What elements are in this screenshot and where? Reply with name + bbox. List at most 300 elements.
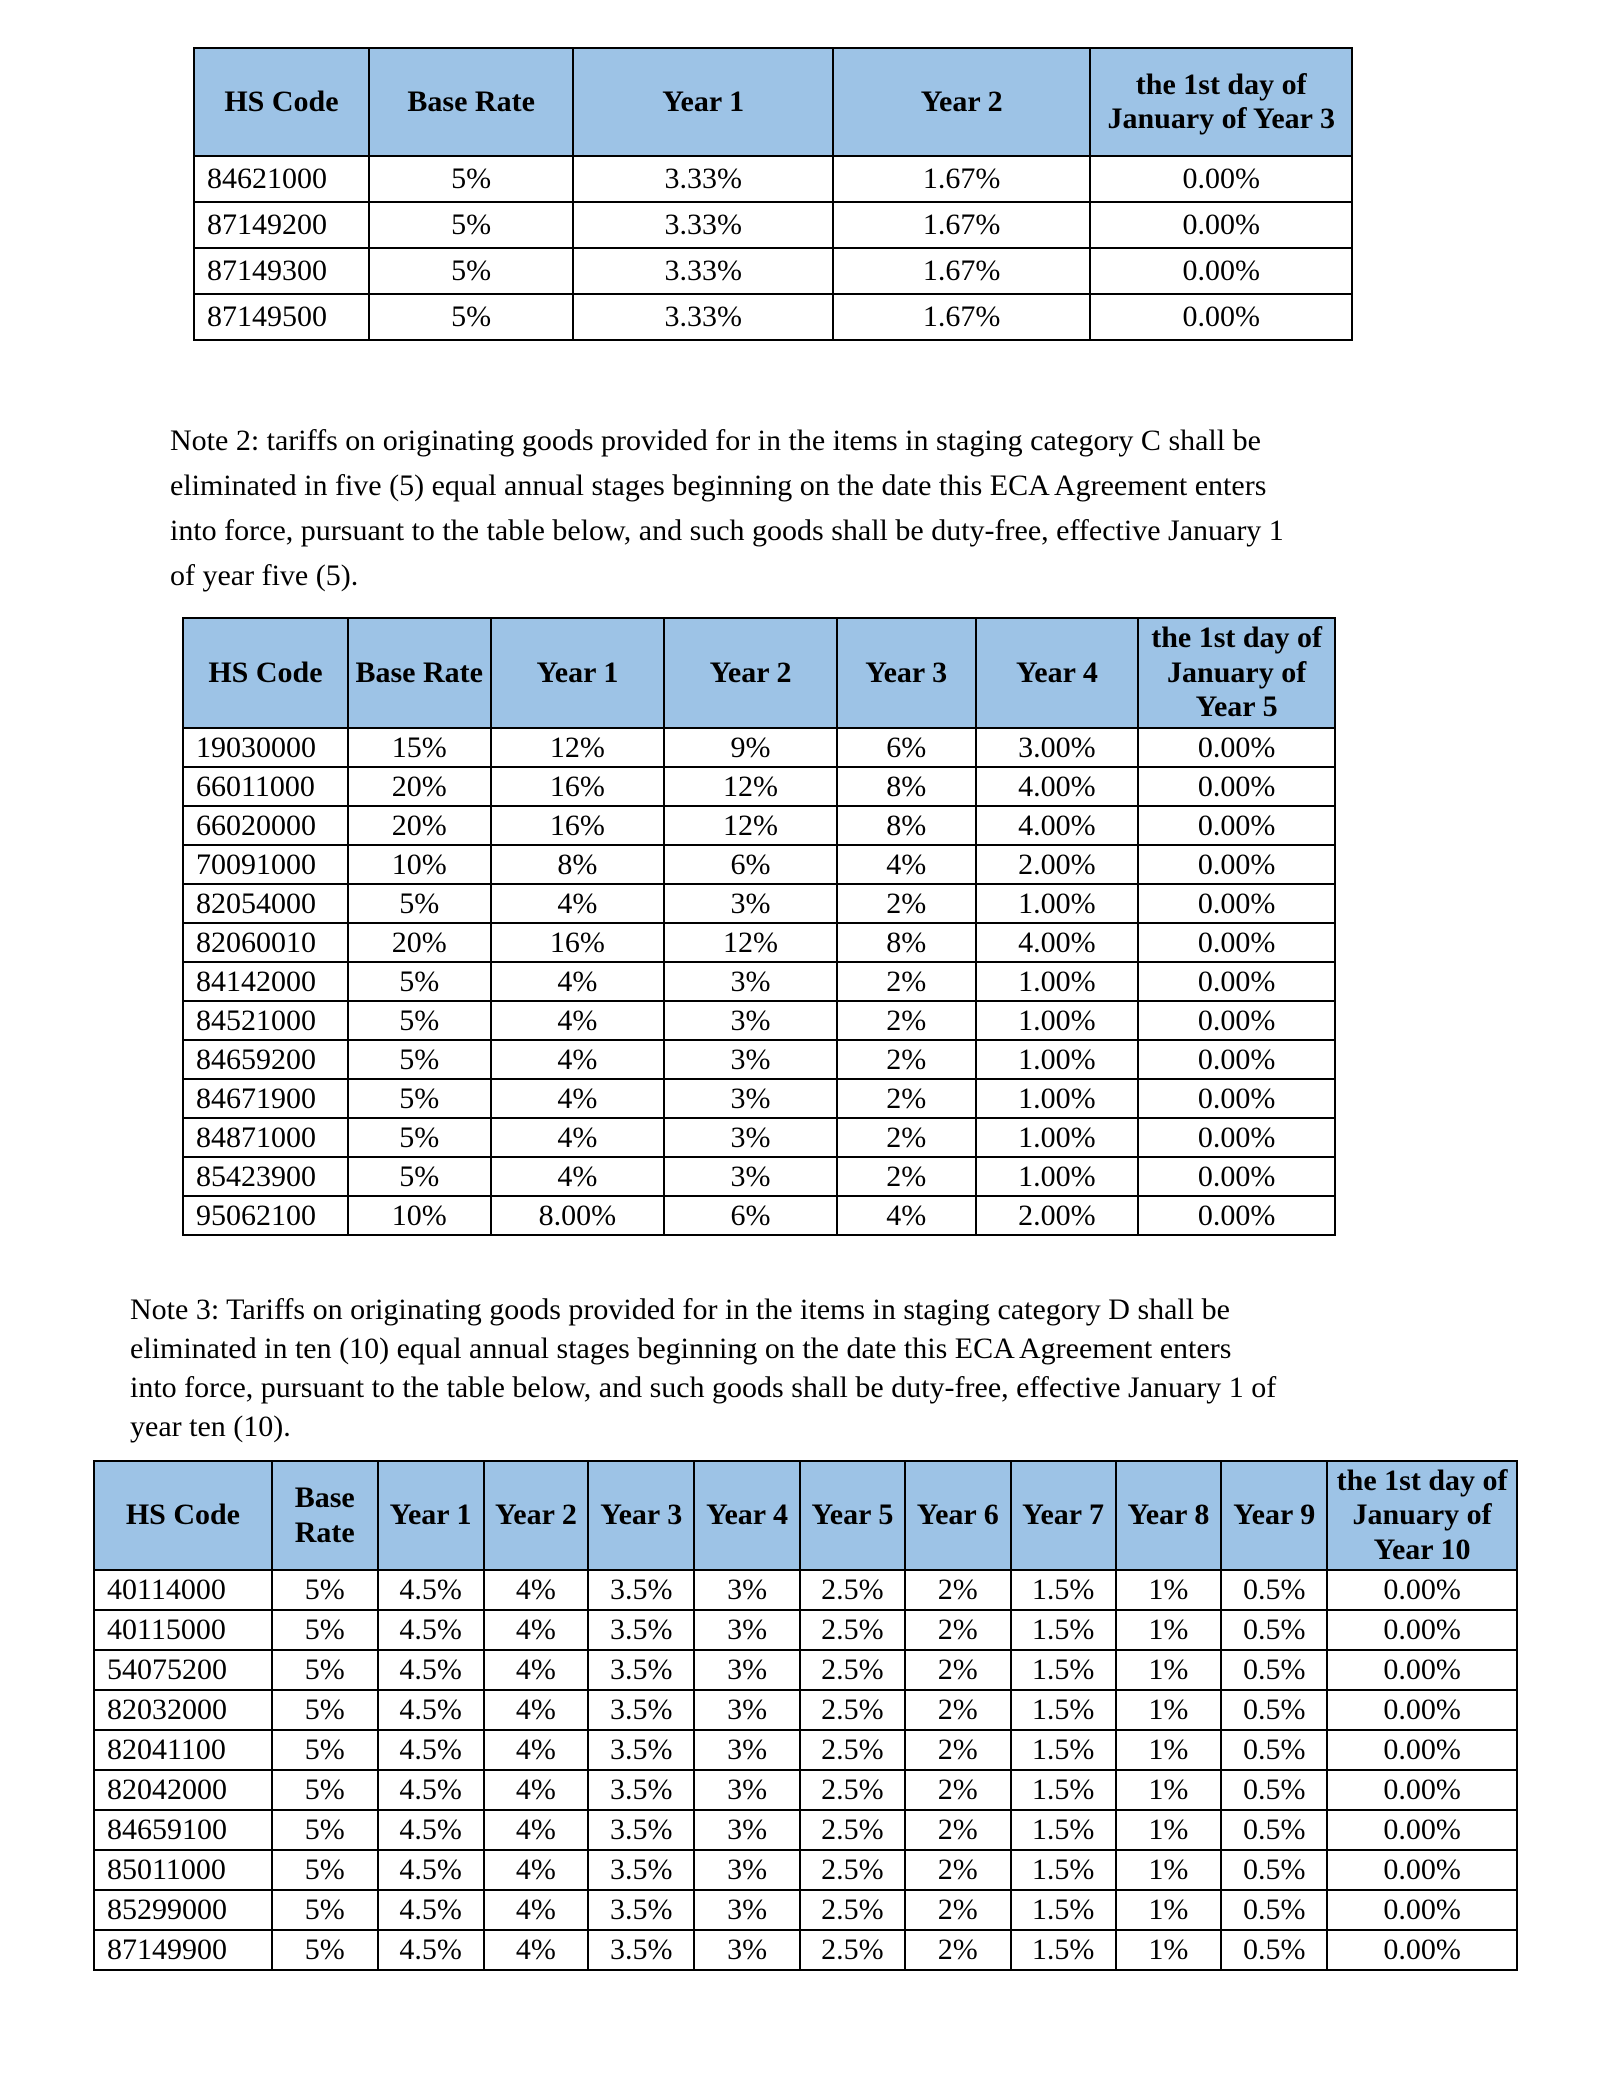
rate-cell: 1.00% <box>976 1040 1139 1079</box>
rate-cell: 0.00% <box>1090 248 1352 294</box>
note-line: Note 3: Tariffs on originating goods provided for in the items in staging category D shall be <box>130 1293 1230 1326</box>
rate-cell: 2% <box>905 1650 1011 1690</box>
hs-code-cell: 95062100 <box>183 1196 348 1235</box>
rate-cell: 5% <box>369 294 574 340</box>
rate-cell: 8% <box>837 806 976 845</box>
rate-cell: 0.00% <box>1327 1650 1517 1690</box>
rate-cell: 20% <box>348 767 491 806</box>
rate-cell: 12% <box>491 728 665 767</box>
table-row <box>183 1040 1335 1079</box>
rate-cell: 0.5% <box>1221 1730 1327 1770</box>
note-3-paragraph <box>130 1290 1460 1446</box>
rate-cell: 1% <box>1116 1570 1222 1610</box>
rate-cell: 1.5% <box>1011 1770 1116 1810</box>
rate-cell: 2% <box>905 1810 1011 1850</box>
rate-cell: 3.33% <box>573 156 832 202</box>
column-header: Year 6 <box>905 1461 1011 1570</box>
rate-cell: 3% <box>664 1118 837 1157</box>
rate-cell: 3% <box>664 884 837 923</box>
rate-cell: 4% <box>491 1040 665 1079</box>
rate-cell: 8% <box>837 923 976 962</box>
table-row <box>94 1770 1517 1810</box>
rate-cell: 5% <box>348 1157 491 1196</box>
rate-cell: 3% <box>664 1079 837 1118</box>
hs-code-cell: 40114000 <box>94 1570 272 1610</box>
rate-cell: 0.5% <box>1221 1770 1327 1810</box>
table-row <box>183 923 1335 962</box>
rate-cell: 4% <box>484 1650 589 1690</box>
rate-cell: 3.33% <box>573 202 832 248</box>
rate-cell: 5% <box>272 1810 378 1850</box>
rate-cell: 0.00% <box>1138 884 1335 923</box>
table-header-row <box>183 618 1335 728</box>
rate-cell: 5% <box>272 1570 378 1610</box>
rate-cell: 6% <box>664 1196 837 1235</box>
rate-cell: 1.00% <box>976 1001 1139 1040</box>
table-row <box>183 884 1335 923</box>
table-header <box>94 1461 1517 1570</box>
rate-cell: 1.67% <box>833 202 1090 248</box>
hs-code-cell: 66020000 <box>183 806 348 845</box>
table-body <box>94 1570 1517 1970</box>
rate-cell: 2% <box>837 962 976 1001</box>
table-header <box>183 618 1335 728</box>
hs-code-cell: 82032000 <box>94 1690 272 1730</box>
column-header: Year 7 <box>1011 1461 1116 1570</box>
tariff-table-staging-b <box>193 47 1353 341</box>
rate-cell: 1% <box>1116 1650 1222 1690</box>
table-row <box>183 728 1335 767</box>
rate-cell: 5% <box>272 1930 378 1970</box>
hs-code-cell: 87149500 <box>194 294 369 340</box>
rate-cell: 4.5% <box>378 1810 484 1850</box>
rate-cell: 5% <box>348 1079 491 1118</box>
rate-cell: 2.5% <box>800 1930 905 1970</box>
table-row <box>183 767 1335 806</box>
rate-cell: 2% <box>905 1610 1011 1650</box>
rate-cell: 0.5% <box>1221 1570 1327 1610</box>
rate-cell: 3.33% <box>573 294 832 340</box>
rate-cell: 2.5% <box>800 1890 905 1930</box>
rate-cell: 12% <box>664 806 837 845</box>
rate-cell: 4% <box>491 1001 665 1040</box>
rate-cell: 3% <box>694 1690 800 1730</box>
rate-cell: 3.00% <box>976 728 1139 767</box>
rate-cell: 2% <box>837 884 976 923</box>
hs-code-cell: 85423900 <box>183 1157 348 1196</box>
rate-cell: 0.00% <box>1138 845 1335 884</box>
rate-cell: 2.5% <box>800 1690 905 1730</box>
rate-cell: 4.5% <box>378 1730 484 1770</box>
rate-cell: 3.5% <box>588 1730 694 1770</box>
rate-cell: 1% <box>1116 1730 1222 1770</box>
rate-cell: 1% <box>1116 1930 1222 1970</box>
rate-cell: 16% <box>491 806 665 845</box>
note-line: into force, pursuant to the table below, and such goods shall be duty-free, effective January 1 <box>170 514 1284 547</box>
rate-cell: 3.5% <box>588 1810 694 1850</box>
table-row <box>94 1850 1517 1890</box>
rate-cell: 2% <box>905 1690 1011 1730</box>
note-line: year ten (10). <box>130 1410 291 1443</box>
rate-cell: 4% <box>484 1770 589 1810</box>
rate-cell: 3% <box>694 1810 800 1850</box>
note-line: into force, pursuant to the table below, and such goods shall be duty-free, effective January 1 of <box>130 1371 1277 1404</box>
rate-cell: 0.00% <box>1327 1850 1517 1890</box>
rate-cell: 16% <box>491 923 665 962</box>
rate-cell: 4.5% <box>378 1930 484 1970</box>
rate-cell: 1.00% <box>976 1079 1139 1118</box>
rate-cell: 2% <box>905 1930 1011 1970</box>
table-row <box>94 1810 1517 1850</box>
rate-cell: 3.5% <box>588 1610 694 1650</box>
rate-cell: 4.00% <box>976 923 1139 962</box>
rate-cell: 20% <box>348 923 491 962</box>
table-row <box>94 1650 1517 1690</box>
rate-cell: 2.5% <box>800 1570 905 1610</box>
rate-cell: 2.5% <box>800 1650 905 1690</box>
table-row <box>94 1570 1517 1610</box>
rate-cell: 2.00% <box>976 1196 1139 1235</box>
rate-cell: 2% <box>905 1890 1011 1930</box>
table-row <box>183 845 1335 884</box>
column-header: Year 4 <box>694 1461 800 1570</box>
rate-cell: 0.00% <box>1090 294 1352 340</box>
rate-cell: 5% <box>369 156 574 202</box>
rate-cell: 6% <box>664 845 837 884</box>
rate-cell: 2.5% <box>800 1850 905 1890</box>
rate-cell: 0.00% <box>1138 806 1335 845</box>
rate-cell: 0.00% <box>1138 1040 1335 1079</box>
rate-cell: 5% <box>272 1770 378 1810</box>
hs-code-cell: 66011000 <box>183 767 348 806</box>
table-row <box>194 248 1352 294</box>
rate-cell: 0.00% <box>1327 1610 1517 1650</box>
rate-cell: 3.5% <box>588 1850 694 1890</box>
rate-cell: 4% <box>491 1118 665 1157</box>
tariff-table-staging-c <box>182 617 1336 1236</box>
rate-cell: 0.5% <box>1221 1650 1327 1690</box>
rate-cell: 2% <box>905 1730 1011 1770</box>
table-row <box>194 202 1352 248</box>
note-line: Note 2: tariffs on originating goods provided for in the items in staging category C shall be <box>170 424 1261 457</box>
rate-cell: 4.00% <box>976 806 1139 845</box>
rate-cell: 3% <box>694 1650 800 1690</box>
rate-cell: 0.00% <box>1327 1770 1517 1810</box>
rate-cell: 0.00% <box>1138 1001 1335 1040</box>
table-body <box>183 728 1335 1235</box>
rate-cell: 15% <box>348 728 491 767</box>
rate-cell: 2% <box>837 1079 976 1118</box>
rate-cell: 4% <box>837 845 976 884</box>
table-row <box>183 1079 1335 1118</box>
rate-cell: 0.00% <box>1138 923 1335 962</box>
column-header: Year 5 <box>800 1461 905 1570</box>
rate-cell: 8% <box>837 767 976 806</box>
rate-cell: 5% <box>272 1850 378 1890</box>
rate-cell: 0.5% <box>1221 1610 1327 1650</box>
rate-cell: 3% <box>664 1157 837 1196</box>
rate-cell: 5% <box>348 1040 491 1079</box>
table-row <box>183 1196 1335 1235</box>
rate-cell: 4.00% <box>976 767 1139 806</box>
rate-cell: 5% <box>348 1118 491 1157</box>
rate-cell: 4% <box>484 1850 589 1890</box>
hs-code-cell: 84521000 <box>183 1001 348 1040</box>
rate-cell: 16% <box>491 767 665 806</box>
rate-cell: 1.67% <box>833 248 1090 294</box>
rate-cell: 4% <box>491 1157 665 1196</box>
column-header: Year 2 <box>484 1461 589 1570</box>
rate-cell: 0.00% <box>1327 1570 1517 1610</box>
note-line: eliminated in ten (10) equal annual stages beginning on the date this ECA Agreement enters <box>130 1332 1232 1365</box>
rate-cell: 3% <box>694 1570 800 1610</box>
hs-code-cell: 85299000 <box>94 1890 272 1930</box>
rate-cell: 5% <box>369 248 574 294</box>
column-header: Year 2 <box>833 48 1090 156</box>
rate-cell: 4% <box>491 962 665 1001</box>
hs-code-cell: 85011000 <box>94 1850 272 1890</box>
rate-cell: 2.5% <box>800 1770 905 1810</box>
table-row <box>94 1930 1517 1970</box>
rate-cell: 3% <box>664 1001 837 1040</box>
table-row <box>94 1690 1517 1730</box>
table-row <box>183 806 1335 845</box>
rate-cell: 4.5% <box>378 1570 484 1610</box>
rate-cell: 3% <box>694 1930 800 1970</box>
table-row <box>194 294 1352 340</box>
rate-cell: 2% <box>837 1118 976 1157</box>
rate-cell: 4.5% <box>378 1690 484 1730</box>
rate-cell: 1.5% <box>1011 1810 1116 1850</box>
rate-cell: 9% <box>664 728 837 767</box>
note-2-paragraph <box>170 418 1440 598</box>
hs-code-cell: 82060010 <box>183 923 348 962</box>
rate-cell: 4% <box>491 884 665 923</box>
rate-cell: 1.5% <box>1011 1730 1116 1770</box>
hs-code-cell: 87149300 <box>194 248 369 294</box>
rate-cell: 0.00% <box>1327 1930 1517 1970</box>
hs-code-cell: 84659200 <box>183 1040 348 1079</box>
rate-cell: 0.00% <box>1327 1690 1517 1730</box>
rate-cell: 4% <box>484 1570 589 1610</box>
rate-cell: 10% <box>348 1196 491 1235</box>
hs-code-cell: 19030000 <box>183 728 348 767</box>
rate-cell: 1% <box>1116 1610 1222 1650</box>
hs-code-cell: 82041100 <box>94 1730 272 1770</box>
hs-code-cell: 84142000 <box>183 962 348 1001</box>
table-row <box>183 1118 1335 1157</box>
hs-code-cell: 87149900 <box>94 1930 272 1970</box>
rate-cell: 1% <box>1116 1810 1222 1850</box>
column-header: HS Code <box>194 48 369 156</box>
rate-cell: 3% <box>664 1040 837 1079</box>
rate-cell: 0.5% <box>1221 1690 1327 1730</box>
rate-cell: 0.00% <box>1090 202 1352 248</box>
rate-cell: 3% <box>694 1770 800 1810</box>
rate-cell: 1.5% <box>1011 1650 1116 1690</box>
rate-cell: 4% <box>484 1890 589 1930</box>
rate-cell: 5% <box>272 1730 378 1770</box>
rate-cell: 3.5% <box>588 1570 694 1610</box>
hs-code-cell: 54075200 <box>94 1650 272 1690</box>
rate-cell: 5% <box>272 1890 378 1930</box>
rate-cell: 5% <box>272 1610 378 1650</box>
rate-cell: 0.00% <box>1138 1118 1335 1157</box>
rate-cell: 12% <box>664 767 837 806</box>
rate-cell: 2.5% <box>800 1610 905 1650</box>
rate-cell: 0.5% <box>1221 1890 1327 1930</box>
rate-cell: 2% <box>905 1770 1011 1810</box>
tariff-table-staging-d <box>93 1460 1518 1971</box>
rate-cell: 5% <box>348 884 491 923</box>
rate-cell: 2% <box>905 1570 1011 1610</box>
table-header-row <box>194 48 1352 156</box>
table-header-row <box>94 1461 1517 1570</box>
rate-cell: 2% <box>837 1040 976 1079</box>
rate-cell: 8.00% <box>491 1196 665 1235</box>
table-row <box>94 1610 1517 1650</box>
note-line: eliminated in five (5) equal annual stages beginning on the date this ECA Agreement enters <box>170 469 1267 502</box>
column-header: the 1st day of January of Year 10 <box>1327 1461 1517 1570</box>
rate-cell: 0.00% <box>1138 1157 1335 1196</box>
rate-cell: 4% <box>837 1196 976 1235</box>
rate-cell: 5% <box>348 1001 491 1040</box>
rate-cell: 1.67% <box>833 294 1090 340</box>
column-header: Year 3 <box>588 1461 694 1570</box>
rate-cell: 0.00% <box>1138 962 1335 1001</box>
rate-cell: 1.00% <box>976 1157 1139 1196</box>
column-header: the 1st day of January of Year 3 <box>1090 48 1352 156</box>
rate-cell: 3.5% <box>588 1890 694 1930</box>
hs-code-cell: 40115000 <box>94 1610 272 1650</box>
rate-cell: 3% <box>694 1850 800 1890</box>
hs-code-cell: 84671900 <box>183 1079 348 1118</box>
rate-cell: 2% <box>837 1001 976 1040</box>
rate-cell: 2.5% <box>800 1730 905 1770</box>
rate-cell: 0.5% <box>1221 1810 1327 1850</box>
rate-cell: 12% <box>664 923 837 962</box>
rate-cell: 3.5% <box>588 1690 694 1730</box>
rate-cell: 5% <box>348 962 491 1001</box>
rate-cell: 2% <box>905 1850 1011 1890</box>
column-header: Year 1 <box>573 48 832 156</box>
rate-cell: 0.00% <box>1327 1730 1517 1770</box>
rate-cell: 4% <box>484 1610 589 1650</box>
rate-cell: 3.5% <box>588 1650 694 1690</box>
rate-cell: 0.00% <box>1138 767 1335 806</box>
column-header: Year 1 <box>491 618 665 728</box>
hs-code-cell: 82042000 <box>94 1770 272 1810</box>
rate-cell: 5% <box>272 1690 378 1730</box>
column-header: Base Rate <box>272 1461 378 1570</box>
rate-cell: 4.5% <box>378 1770 484 1810</box>
rate-cell: 4% <box>484 1930 589 1970</box>
rate-cell: 4.5% <box>378 1610 484 1650</box>
column-header: Year 9 <box>1221 1461 1327 1570</box>
rate-cell: 0.5% <box>1221 1930 1327 1970</box>
column-header: HS Code <box>183 618 348 728</box>
column-header: Base Rate <box>369 48 574 156</box>
rate-cell: 8% <box>491 845 665 884</box>
rate-cell: 20% <box>348 806 491 845</box>
rate-cell: 2.00% <box>976 845 1139 884</box>
rate-cell: 1% <box>1116 1690 1222 1730</box>
column-header: Year 8 <box>1116 1461 1222 1570</box>
rate-cell: 3% <box>694 1730 800 1770</box>
rate-cell: 4% <box>491 1079 665 1118</box>
rate-cell: 1.5% <box>1011 1690 1116 1730</box>
rate-cell: 6% <box>837 728 976 767</box>
hs-code-cell: 82054000 <box>183 884 348 923</box>
rate-cell: 1% <box>1116 1770 1222 1810</box>
column-header: Year 1 <box>378 1461 484 1570</box>
rate-cell: 3% <box>694 1610 800 1650</box>
rate-cell: 10% <box>348 845 491 884</box>
rate-cell: 0.5% <box>1221 1850 1327 1890</box>
hs-code-cell: 84871000 <box>183 1118 348 1157</box>
rate-cell: 5% <box>272 1650 378 1690</box>
rate-cell: 1.5% <box>1011 1610 1116 1650</box>
rate-cell: 1.5% <box>1011 1570 1116 1610</box>
rate-cell: 3% <box>664 962 837 1001</box>
rate-cell: 0.00% <box>1327 1810 1517 1850</box>
table-row <box>94 1730 1517 1770</box>
table-row <box>183 962 1335 1001</box>
hs-code-cell: 87149200 <box>194 202 369 248</box>
column-header: Base Rate <box>348 618 491 728</box>
table-body <box>194 156 1352 340</box>
table-row <box>183 1001 1335 1040</box>
rate-cell: 4.5% <box>378 1890 484 1930</box>
column-header: Year 3 <box>837 618 976 728</box>
rate-cell: 3.5% <box>588 1770 694 1810</box>
rate-cell: 0.00% <box>1138 1079 1335 1118</box>
rate-cell: 5% <box>369 202 574 248</box>
hs-code-cell: 70091000 <box>183 845 348 884</box>
rate-cell: 0.00% <box>1327 1890 1517 1930</box>
table-header <box>194 48 1352 156</box>
rate-cell: 4% <box>484 1810 589 1850</box>
rate-cell: 1.5% <box>1011 1850 1116 1890</box>
rate-cell: 3.33% <box>573 248 832 294</box>
rate-cell: 0.00% <box>1138 728 1335 767</box>
rate-cell: 1% <box>1116 1850 1222 1890</box>
rate-cell: 3.5% <box>588 1930 694 1970</box>
rate-cell: 4.5% <box>378 1850 484 1890</box>
rate-cell: 4% <box>484 1690 589 1730</box>
rate-cell: 3% <box>694 1890 800 1930</box>
rate-cell: 1% <box>1116 1890 1222 1930</box>
rate-cell: 2.5% <box>800 1810 905 1850</box>
rate-cell: 1.00% <box>976 962 1139 1001</box>
column-header: Year 2 <box>664 618 837 728</box>
table-row <box>194 156 1352 202</box>
rate-cell: 1.00% <box>976 1118 1139 1157</box>
rate-cell: 1.67% <box>833 156 1090 202</box>
hs-code-cell: 84659100 <box>94 1810 272 1850</box>
note-line: of year five (5). <box>170 559 359 592</box>
rate-cell: 0.00% <box>1090 156 1352 202</box>
rate-cell: 1.5% <box>1011 1930 1116 1970</box>
rate-cell: 1.5% <box>1011 1890 1116 1930</box>
rate-cell: 1.00% <box>976 884 1139 923</box>
column-header: the 1st day of January of Year 5 <box>1138 618 1335 728</box>
table-row <box>183 1157 1335 1196</box>
rate-cell: 0.00% <box>1138 1196 1335 1235</box>
rate-cell: 2% <box>837 1157 976 1196</box>
table-row <box>94 1890 1517 1930</box>
column-header: HS Code <box>94 1461 272 1570</box>
